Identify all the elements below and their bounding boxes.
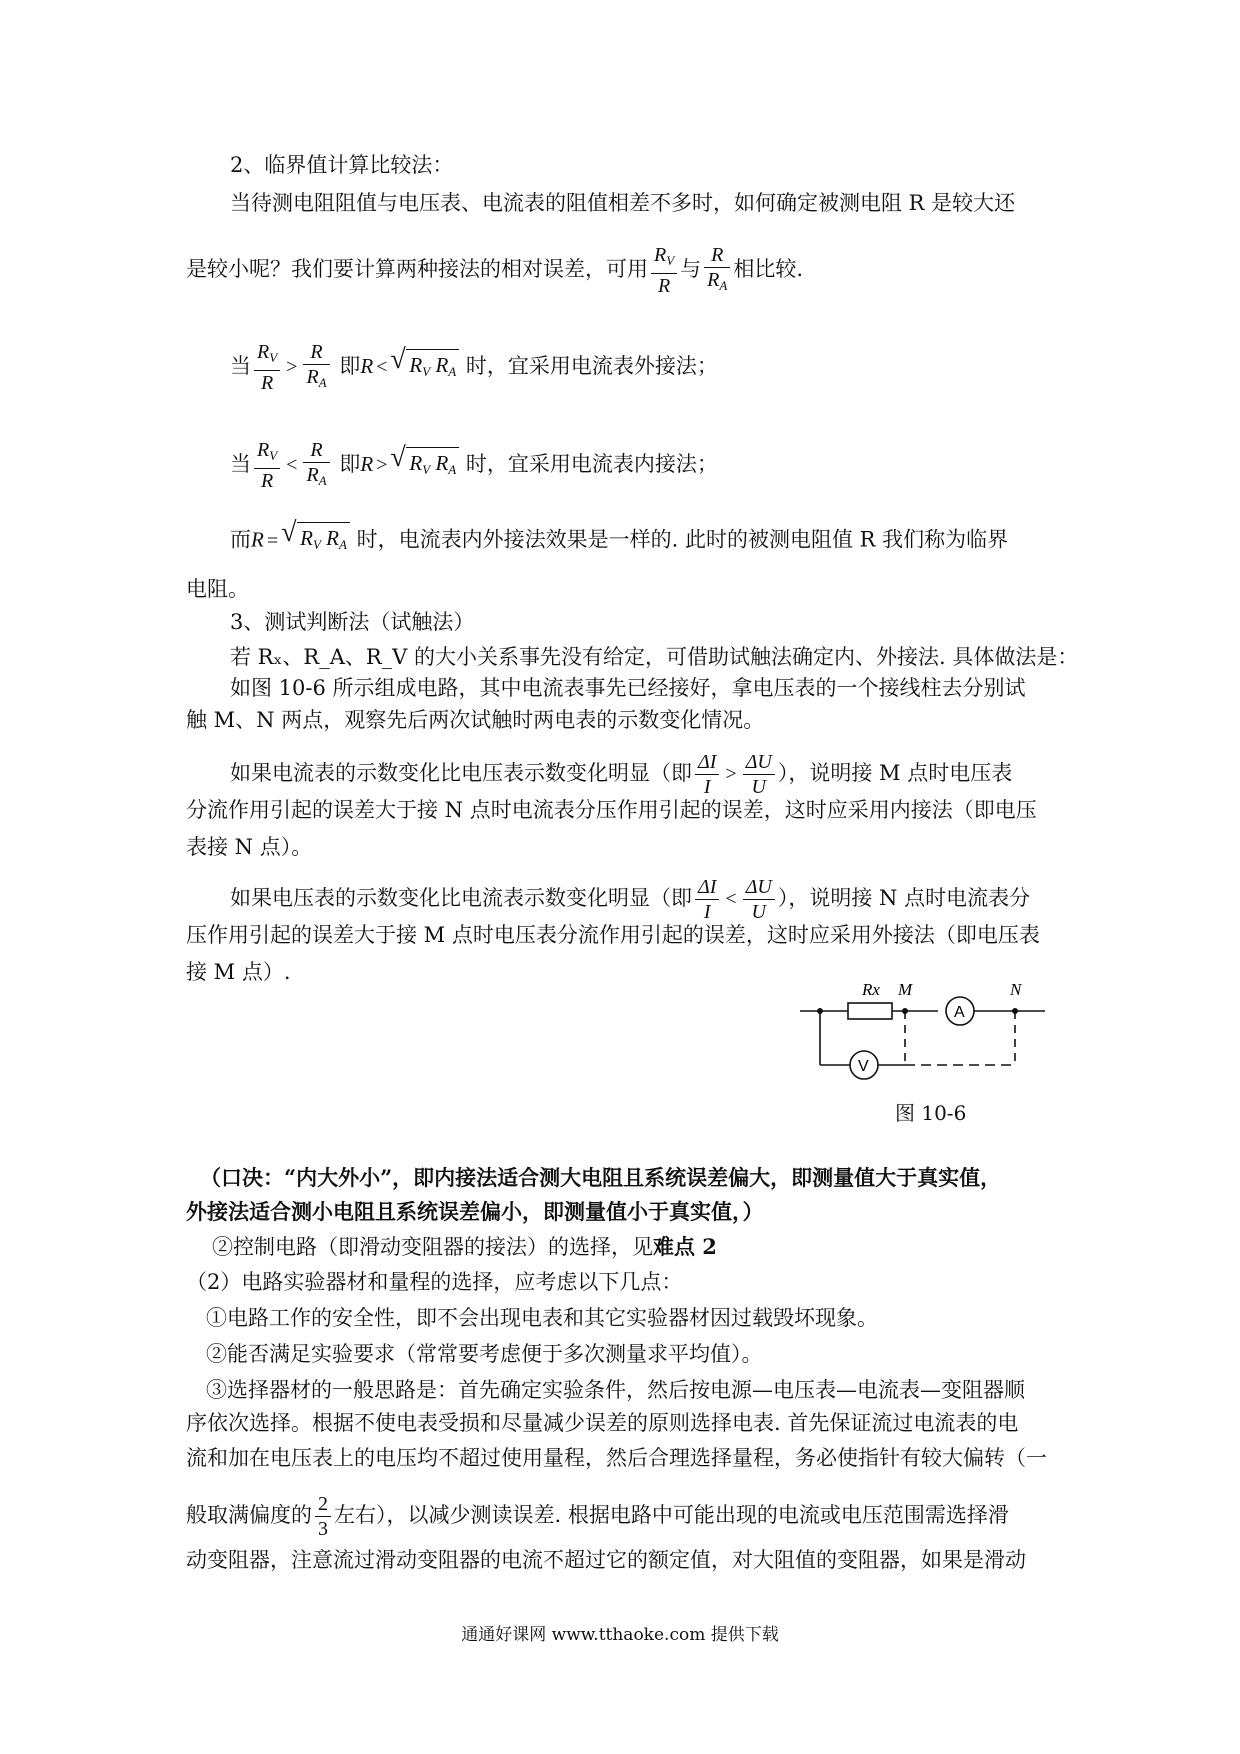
ammeter-label: A bbox=[954, 1004, 965, 1021]
mnemonic-line: 外接法适合测小电阻且系统误差偏小，即测量值小于真实值，） bbox=[186, 1199, 764, 1224]
text-segment: 般取满偏度的 bbox=[186, 1503, 312, 1527]
paragraph-line: 触 M、N 两点，观察先后两次试触时两电表的示数变化情况。 bbox=[186, 708, 765, 732]
text-segment: 如果电流表的示数变化比电压表示数变化明显（即 bbox=[230, 761, 692, 785]
paragraph-line bbox=[186, 243, 803, 298]
mnemonic-line: （口决：“内大外小”，即内接法适合测大电阻且系统误差偏大，即测量值大于真实值， bbox=[200, 1165, 1002, 1190]
paragraph-line bbox=[186, 1492, 1009, 1541]
text-segment: 即 bbox=[339, 354, 361, 378]
text-segment: ），说明接 N 点时电流表分 bbox=[777, 886, 1031, 910]
point-m-label: M bbox=[898, 980, 913, 999]
text-segment: 时，宜采用电流表内接法； bbox=[465, 452, 718, 476]
fraction: $\frac{R_V}{R}$ bbox=[254, 438, 280, 493]
reference-link-text: 难点 2 bbox=[653, 1234, 717, 1259]
sqrt-expression: √ $R_V$ $R_A$ bbox=[390, 447, 459, 485]
text-segment: 与 bbox=[680, 257, 702, 281]
list-item: ①电路工作的安全性，即不会出现电表和其它实验器材因过载毁坏现象。 bbox=[206, 1306, 878, 1330]
text-segment: ），说明接 M 点时电压表 bbox=[777, 761, 1013, 785]
text-segment: 而 bbox=[230, 527, 251, 552]
fraction-delta-u: $\frac{\Delta U}{U}$ bbox=[743, 875, 775, 924]
paragraph-line: 如图 10-6 所示组成电路，其中电流表事先已经接好，拿电压表的一个接线柱去分别试 bbox=[230, 676, 1026, 700]
fraction-delta-i: $\frac{\Delta I}{I}$ bbox=[695, 750, 719, 799]
paragraph-line: 分流作用引起的误差大于接 N 点时电流表分压作用引起的误差，这时应采用内接法（即电压 bbox=[186, 798, 1037, 822]
fraction-r-over-ra: $\frac{R}{R_A}$ bbox=[704, 243, 730, 298]
list-item: ②能否满足实验要求（常常要考虑便于多次测量求平均值）。 bbox=[206, 1342, 763, 1366]
paragraph-line: 压作用引起的误差大于接 M 点时电压表分流作用引起的误差，这时应采用外接法（即电压表 bbox=[186, 923, 1040, 947]
text-segment: 如果电压表的示数变化比电流表示数变化明显（即 bbox=[230, 886, 692, 910]
paragraph-line: 当待测电阻阻值与电压表、电流表的阻值相差不多时，如何确定被测电阻 R 是较大还 bbox=[230, 191, 1016, 215]
section-heading-3: 3、测试判断法（试触法） bbox=[230, 610, 475, 634]
paragraph-line: 如果电压表的示数变化比电流表示数变化明显（即 $\frac{\Delta I}{I}$ < $\frac{\Delta U}{U}$ ），说明接 N 点时电流表分 bbox=[230, 876, 1031, 923]
paragraph-line: 动变阻器，注意流过滑动变阻器的电流不超过它的额定值，对大阻值的变阻器，如果是滑动 bbox=[186, 1548, 1026, 1572]
fraction-delta-u: $\frac{\Delta U}{U}$ bbox=[743, 750, 775, 799]
fraction-two-thirds: $\frac{2}{3}$ bbox=[315, 1492, 331, 1541]
resistor-label: Rx bbox=[862, 980, 880, 999]
fraction: $\frac{R}{R_A}$ bbox=[303, 438, 329, 493]
text-segment: 是较小呢？我们要计算两种接法的相对误差，可用 bbox=[186, 257, 648, 281]
paragraph-line: 序依次选择。根据不使电表受损和尽量减少误差的原则选择电表. 首先保证流过电流表的电 bbox=[186, 1411, 1019, 1435]
section-heading-2: 2、临界值计算比较法： bbox=[230, 153, 454, 177]
condition-equal: 而R = √ $R_V$ $R_A$ 时，电流表内外接法效果是一样的. 此时的被测电阻值 R 我们称为临界 bbox=[230, 522, 1008, 560]
sqrt-expression: √ $R_V$ $R_A$ bbox=[281, 522, 350, 560]
paragraph-line: 电阻。 bbox=[186, 577, 249, 601]
text-segment: 相比较. bbox=[733, 257, 804, 281]
paragraph-line: （2）电路实验器材和量程的选择，应考虑以下几点： bbox=[186, 1270, 683, 1294]
condition-outer: 当 $\frac{R_V}{R}$ > $\frac{R}{R_A}$ 即R < √ $R_V$ $R_A$ 时，宜采用电流表外接法； bbox=[230, 341, 718, 394]
sqrt-expression: √ $R_V$ $R_A$ bbox=[390, 349, 459, 387]
voltmeter-label: V bbox=[858, 1058, 869, 1075]
page-footer: 通通好课网 www.tthaoke.com 提供下载 bbox=[461, 1625, 779, 1645]
text-segment: 时，电流表内外接法效果是一样的. 此时的被测电阻值 R 我们称为临界 bbox=[356, 527, 1009, 552]
text-segment: ②控制电路（即滑动变阻器的接法）的选择，见 bbox=[212, 1235, 653, 1259]
circuit-diagram bbox=[800, 975, 1060, 1090]
text-segment: 当 bbox=[230, 452, 251, 476]
text-segment: 当 bbox=[230, 354, 251, 378]
paragraph-line: 流和加在电压表上的电压均不超过使用量程，然后合理选择量程，务必使指针有较大偏转（一 bbox=[186, 1446, 1047, 1470]
figure-caption: 图 10-6 bbox=[895, 1101, 967, 1125]
list-item: ③选择器材的一般思路是：首先确定实验条件，然后按电源—电压表—电流表—变阻器顺 bbox=[206, 1378, 1025, 1402]
text-segment: 时，宜采用电流表外接法； bbox=[465, 354, 718, 378]
condition-inner: 当 $\frac{R_V}{R}$ < $\frac{R}{R_A}$ 即R > √ $R_V$ $R_A$ 时，宜采用电流表内接法； bbox=[230, 439, 718, 492]
point-n-label: N bbox=[1010, 980, 1022, 999]
fraction-rv-over-r: $\frac{R_V}{R}$ bbox=[651, 243, 677, 298]
text-segment: 左右），以减少测读误差. 根据电路中可能出现的电流或电压范围需选择滑 bbox=[334, 1503, 1009, 1527]
paragraph-line bbox=[212, 1232, 717, 1262]
paragraph-line: 若 Rₓ、R_A、R_V 的大小关系事先没有给定，可借助试触法确定内、外接法. 具体做法是： bbox=[230, 645, 1079, 669]
fraction: $\frac{R}{R_A}$ bbox=[303, 340, 329, 395]
paragraph-line: 接 M 点）. bbox=[186, 960, 291, 984]
text-segment: 即 bbox=[339, 452, 361, 476]
paragraph-line: 表接 N 点）。 bbox=[186, 835, 313, 859]
paragraph-line: 如果电流表的示数变化比电压表示数变化明显（即 $\frac{\Delta I}{I}$ > $\frac{\Delta U}{U}$ ），说明接 M 点时电压表 bbox=[230, 751, 1013, 798]
fraction-delta-i: $\frac{\Delta I}{I}$ bbox=[695, 875, 719, 924]
fraction: $\frac{R_V}{R}$ bbox=[254, 340, 280, 395]
